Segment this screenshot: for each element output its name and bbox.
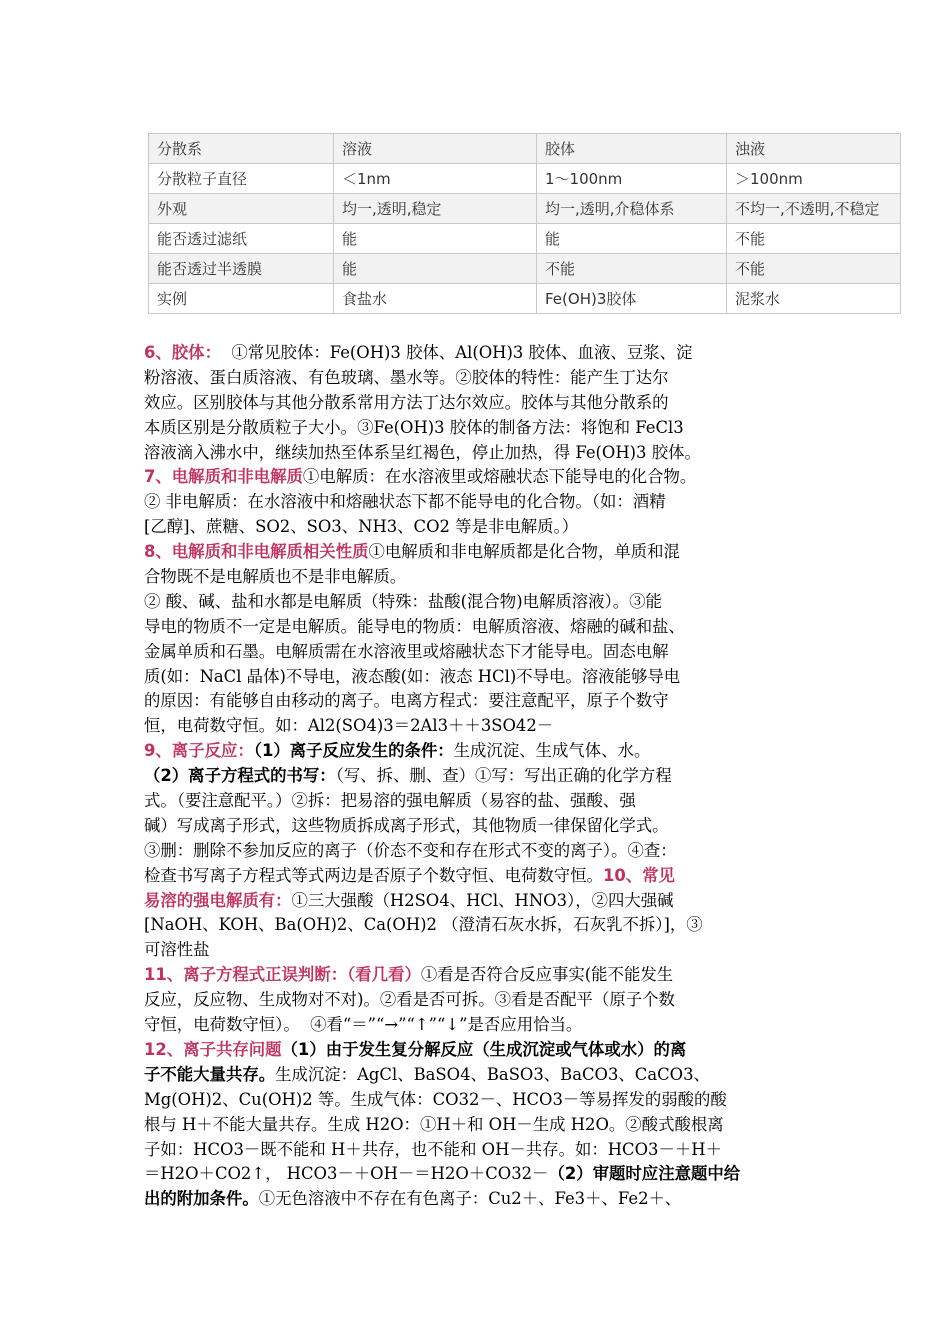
section-heading: 易溶的强电解质有：	[144, 890, 292, 910]
text-line	[144, 1038, 816, 1063]
text-line	[144, 341, 816, 366]
text-segment: （写、拆、删、查）①写：写出正确的化学方程	[335, 766, 672, 786]
text-segment: 恒，电荷数守恒。如：Al2(SO4)3＝2Al3＋＋3SO42－	[144, 716, 554, 736]
section-heading: 9、离子反应：	[144, 741, 254, 761]
text-line	[144, 938, 816, 963]
text-segment: ＝H2O＋CO2↑， HCO3－＋OH－＝H2O＋CO32－	[144, 1164, 549, 1184]
text-line	[144, 1138, 816, 1163]
text-line	[144, 565, 816, 590]
table-cell: 外观	[149, 194, 334, 224]
text-segment: 生成沉淀、生成气体、水。	[453, 741, 651, 761]
section-heading: 6、胶体：	[144, 343, 221, 362]
text-line	[144, 1088, 816, 1113]
text-line	[144, 1187, 816, 1212]
text-line	[144, 1063, 816, 1088]
table-cell: 能	[537, 224, 727, 254]
table-cell: 能否透过半透膜	[149, 254, 334, 284]
section-heading: 10、常见	[602, 865, 675, 885]
table-header-cell: 分散系	[149, 134, 334, 164]
text-segment: [NaOH、KOH、Ba(OH)2、Ca(OH)2 （澄清石灰水拆，石灰乳不拆）]，③	[144, 915, 703, 935]
text-segment: 生成沉淀：AgCl、BaSO4、BaSO3、BaCO3、CaCO3、	[275, 1064, 710, 1084]
table-row	[149, 224, 901, 254]
text-segment: [乙醇]、蔗糖、SO2、SO3、NH3、CO2 等是非电解质。）	[144, 517, 579, 537]
text-segment: ①常见胶体：Fe(OH)3 胶体、Al(OH)3 胶体、血液、豆浆、淀	[220, 343, 693, 362]
text-segment: 反应，反应物、生成物对不对)。②看是否可拆。③看是否配平（原子个数	[144, 990, 675, 1010]
text-line	[144, 889, 816, 914]
text-segment: 质(如：NaCl 晶体)不导电，液态酸(如：液态 HCl)不导电。溶液能够导电	[144, 666, 681, 686]
table-cell: 不能	[537, 254, 727, 284]
text-line	[144, 465, 816, 490]
text-line	[144, 814, 816, 839]
text-line	[144, 1113, 816, 1138]
text-segment: 导电的物质不一定是电解质。能导电的物质：电解质溶液、熔融的碱和盐、	[144, 616, 685, 636]
text-line	[144, 1162, 816, 1187]
text-line	[144, 391, 816, 416]
text-segment: 合物既不是电解质也不是非电解质。	[144, 567, 407, 587]
section-heading: 12、离子共存问题	[144, 1039, 282, 1059]
bold-text: 出的附加条件。	[144, 1189, 259, 1209]
table-header-cell: 浊液	[727, 134, 901, 164]
text-line	[144, 1013, 816, 1038]
table-cell: 能	[334, 254, 537, 284]
body-text	[144, 341, 816, 1212]
text-segment: ①电解质：在水溶液里或熔融状态下能导电的化合物。	[302, 467, 697, 487]
table-cell: 不能	[727, 254, 901, 284]
table-row	[149, 254, 901, 284]
table-cell: 分散粒子直径	[149, 164, 334, 194]
text-line	[144, 839, 816, 864]
table-cell: 能否透过滤纸	[149, 224, 334, 254]
text-line	[144, 739, 816, 764]
text-line	[144, 714, 816, 739]
bold-text: （1）由于发生复分解反应（生成沉淀或气体或水）的离	[281, 1039, 687, 1059]
text-line	[144, 864, 816, 889]
table-cell: ＞100nm	[727, 164, 901, 194]
text-line	[144, 615, 816, 640]
table-cell: 均一,透明,介稳体系	[537, 194, 727, 224]
text-line	[144, 665, 816, 690]
text-line	[144, 913, 816, 938]
section-heading: 7、电解质和非电解质	[144, 467, 303, 487]
table-cell: 能	[334, 224, 537, 254]
table-cell: 均一,透明,稳定	[334, 194, 537, 224]
text-line	[144, 416, 816, 441]
text-segment: ①看是否符合反应事实(能不能发生	[420, 965, 674, 985]
text-line	[144, 963, 816, 988]
text-segment: ② 非电解质：在水溶液中和熔融状态下都不能导电的化合物。（如：酒精	[144, 492, 666, 512]
table-row	[149, 134, 901, 164]
table-cell: Fe(OH)3胶体	[537, 284, 727, 314]
text-line	[144, 764, 816, 789]
bold-text: （2）审题时应注意题中给	[548, 1164, 741, 1184]
text-segment: ①三大强酸（H2SO4、HCl、HNO3），②四大强碱	[291, 890, 674, 910]
text-line	[144, 540, 816, 565]
table-cell: 不均一,不透明,不稳定	[727, 194, 901, 224]
table-cell: 食盐水	[334, 284, 537, 314]
text-line	[144, 689, 816, 714]
text-segment: 溶液滴入沸水中，继续加热至体系呈红褐色，停止加热，得 Fe(OH)3 胶体。	[144, 442, 701, 462]
section-heading: 8、电解质和非电解质相关性质	[144, 542, 369, 562]
table-cell: 不能	[727, 224, 901, 254]
text-segment: 式。（要注意配平。）②拆：把易溶的强电解质（易容的盐、强酸、强	[144, 791, 636, 811]
text-segment: 金属单质和石墨。电解质需在水溶液里或熔融状态下才能导电。固态电解	[144, 641, 669, 661]
text-line	[144, 515, 816, 540]
text-segment: 粉溶液、蛋白质溶液、有色玻璃、墨水等。②胶体的特性：能产生丁达尔	[144, 367, 669, 387]
text-segment: ② 酸、碱、盐和水都是电解质（特殊：盐酸(混合物)电解质溶液）。③能	[144, 591, 662, 611]
bold-text: （2）离子方程式的书写：	[144, 766, 336, 786]
text-segment: 本质区别是分散质粒子大小。③Fe(OH)3 胶体的制备方法：将饱和 FeCl3	[144, 417, 684, 437]
table-cell: ＜1nm	[334, 164, 537, 194]
text-segment: 碱）写成离子形式，这些物质拆成离子形式，其他物质一律保留化学式。	[144, 815, 669, 835]
table-header-cell: 胶体	[537, 134, 727, 164]
text-segment: 效应。区别胶体与其他分散系常用方法丁达尔效应。胶体与其他分散系的	[144, 392, 669, 412]
text-segment: 检查书写离子方程式等式两边是否原子个数守恒、电荷数守恒。	[144, 865, 603, 885]
table-cell: 实例	[149, 284, 334, 314]
text-line	[144, 590, 816, 615]
table-cell: 泥浆水	[727, 284, 901, 314]
text-segment: ③删：删除不参加反应的离子（价态不变和存在形式不变的离子）。④查：	[144, 840, 677, 860]
text-segment: 的原因：有能够自由移动的离子。电离方程式：要注意配平，原子个数守	[144, 691, 669, 711]
dispersion-system-table	[148, 133, 901, 314]
text-segment: 子如：HCO3－既不能和 H＋共存，也不能和 OH－共存。如：HCO3－＋H＋	[144, 1139, 722, 1159]
text-line	[144, 640, 816, 665]
text-segment: 守恒，电荷数守恒）。 ④看“＝”“→”“↑”“↓”是否应用恰当。	[144, 1015, 583, 1035]
text-line	[144, 441, 816, 466]
text-segment: ①电解质和非电解质都是化合物，单质和混	[368, 542, 680, 562]
text-segment: Mg(OH)2、Cu(OH)2 等。生成气体：CO32－、HCO3－等易挥发的弱酸的酸	[144, 1089, 727, 1109]
bold-text: 子不能大量共存。	[144, 1064, 276, 1084]
text-line	[144, 988, 816, 1013]
text-segment: 根与 H＋不能大量共存。生成 H2O：①H＋和 OH－生成 H2O。②酸式酸根离	[144, 1114, 724, 1134]
text-segment: ①无色溶液中不存在有色离子：Cu2＋、Fe3＋、Fe2＋、	[258, 1189, 682, 1209]
bold-text: （1）离子反应发生的条件：	[253, 741, 454, 761]
table-row	[149, 164, 901, 194]
table-row	[149, 194, 901, 224]
text-line	[144, 490, 816, 515]
text-segment: 可溶性盐	[144, 940, 210, 960]
table-cell: 1～100nm	[537, 164, 727, 194]
table-row	[149, 284, 901, 314]
section-heading: 11、离子方程式正误判断：（看几看）	[144, 965, 421, 985]
text-line	[144, 789, 816, 814]
text-line	[144, 366, 816, 391]
table-header-cell: 溶液	[334, 134, 537, 164]
